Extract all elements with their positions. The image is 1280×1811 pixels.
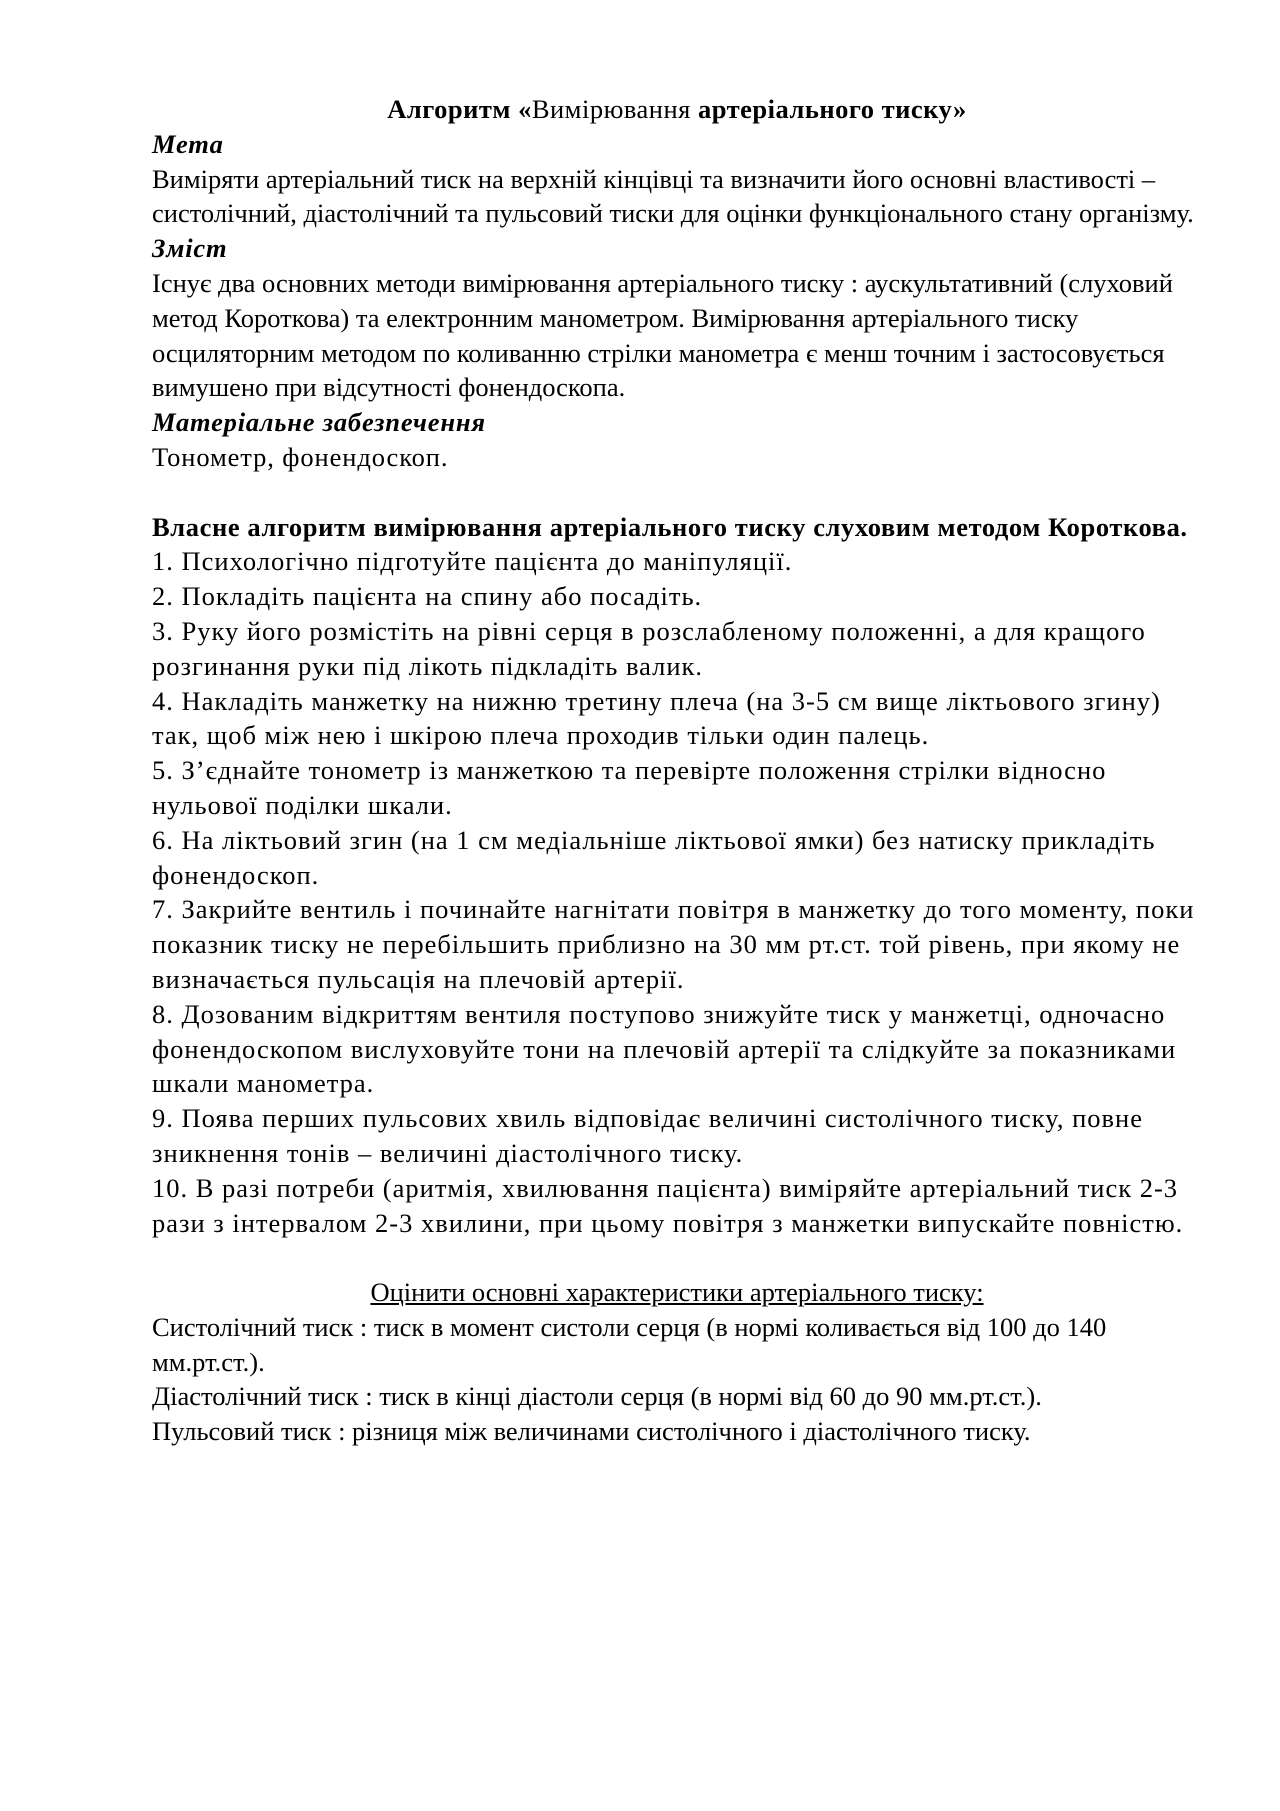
characteristic-pulse: Пульсовий тиск : різниця між величинами систолічного і діастолічного тиску. (152, 1416, 1031, 1447)
content-text: Існує два основних методи вимірювання артеріального тиску : аускультативний (слуховий метод Короткова) та електронним манометром. Вимірювання артеріального тиску осциляторним методом по коливанню стрілки манометра є менш точним і застосовується вимушено при відсутності фонендоскопа. (152, 267, 1173, 403)
blank-line (152, 1240, 1202, 1275)
materials-text: Тонометр, фонендоскоп. (152, 441, 449, 472)
title-prefix: Алгоритм « (387, 94, 532, 124)
step-item: 4. Накладіть манжетку на нижню третину плеча (на 3-5 см вище ліктьового згину) так, щоб між нею і шкірою плеча проходив тільки один палець. (152, 685, 1161, 751)
document-title (152, 92, 1202, 127)
evaluate-heading: Оцінити основні характеристики артеріального тиску: (370, 1277, 984, 1308)
step-item: 5. З’єднайте тонометр із манжеткою та перевірте положення стрілки відносно нульової поділки шкали. (152, 755, 1107, 820)
algorithm-steps (152, 544, 1202, 1240)
document-content (152, 92, 1202, 1449)
blank-line (152, 475, 1202, 510)
step-item: 9. Поява перших пульсових хвиль відповідає величині систолічного тиску, повне зникнення тонів – величині діастолічного тиску. (152, 1103, 1143, 1168)
algorithm-heading: Власне алгоритм вимірювання артеріального тиску слуховим методом Короткова. (152, 511, 1188, 542)
step-item: 2. Покладіть пацієнта на спину або посадіть. (152, 581, 703, 612)
step-item: 1. Психологічно підготуйте пацієнта до маніпуляції. (152, 546, 793, 577)
materials-heading: Матеріальне забезпечення (152, 407, 486, 438)
goal-text: Виміряти артеріальний тиск на верхній кінцівці та визначити його основні властивості – систолічний, діастолічний та пульсовий тиски для оцінки функціонального стану організму. (152, 163, 1194, 229)
step-item: 8. Дозованим відкриттям вентиля поступово знижуйте тиск у манжетці, одночасно фонендоскопом вислуховуйте тони на плечовій артерії та слідкуйте за показниками шкали манометра. (152, 998, 1177, 1099)
title-middle: Вимірювання (531, 94, 691, 124)
characteristic-diastolic: Діастолічний тиск : тиск в кінці діастоли серця (в нормі від 60 до 90 мм.рт.ст.). (152, 1381, 1042, 1412)
goal-heading: Мета (152, 128, 224, 159)
step-item: 7. Закрийте вентиль і починайте нагнітати повітря в манжетку до того моменту, поки показник тиску не перебільшить приблизно на 30 мм рт.ст. той рівень, при якому не визначається пульсація на плечовій артерії. (152, 894, 1195, 994)
step-item: 3. Руку його розмістіть на рівні серця в розслабленому положенні, а для кращого розгинання руки під лікоть підкладіть валик. (152, 615, 1146, 681)
characteristic-systolic: Систолічний тиск : тиск в момент систоли серця (в нормі коливається від 100 до 140 мм.рт.ст.). (152, 1311, 1107, 1377)
step-item: 10. В разі потреби (аритмія, хвилювання пацієнта) виміряйте артеріальний тиск 2-3 рази з інтервалом 2-3 хвилини, при цьому повітря з манжетки випускайте повністю. (152, 1172, 1184, 1238)
step-item: 6. На ліктьовий згин (на 1 см медіальніше ліктьової ямки) без натиску прикладіть фонендоскоп. (152, 824, 1156, 890)
title-suffix: артеріального тиску» (690, 94, 967, 124)
content-heading: Зміст (152, 233, 228, 264)
